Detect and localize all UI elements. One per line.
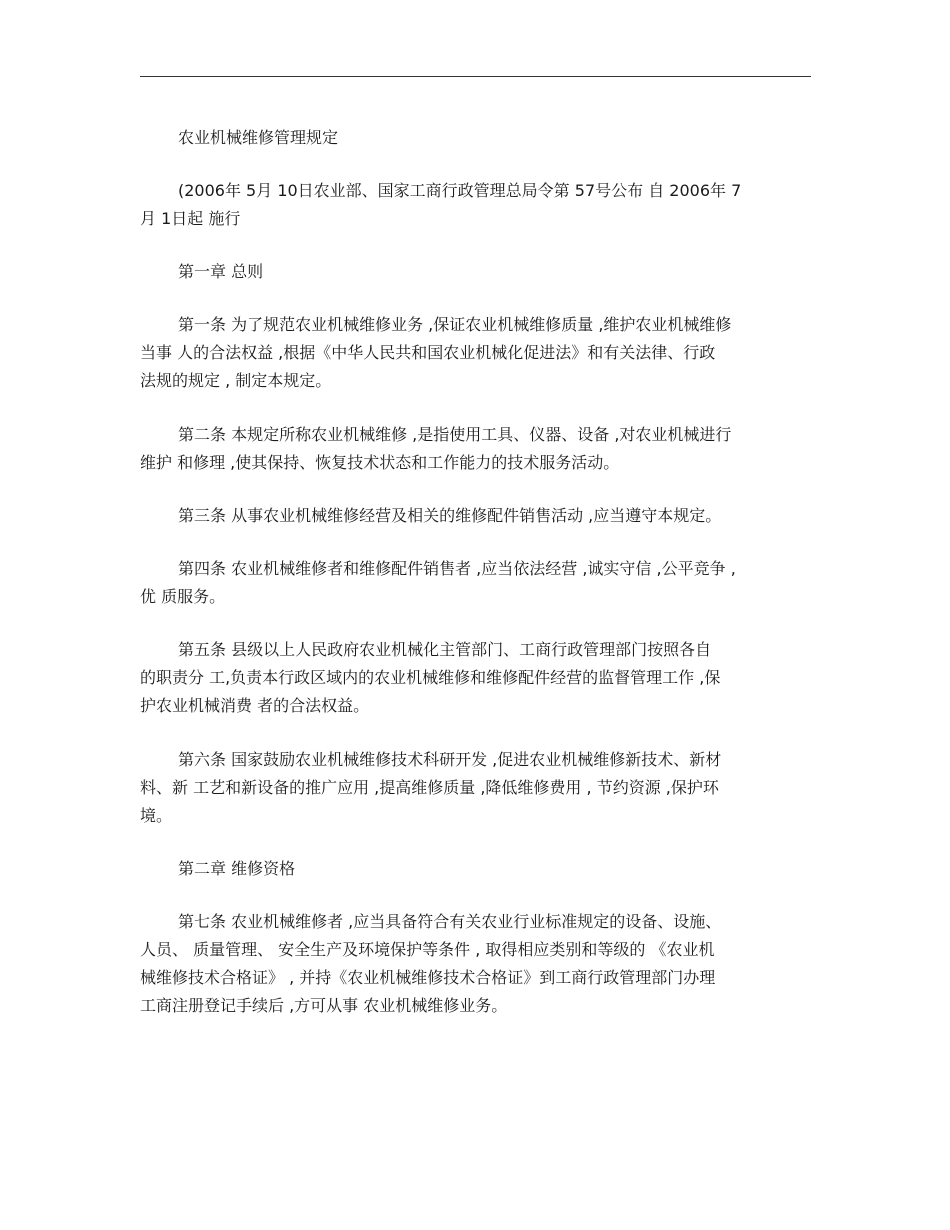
- text-line: 械维修技术合格证》 , 并持《农业机械维修技术合格证》到工商行政管理部门办理: [140, 968, 716, 987]
- text-line: 第四条 农业机械维修者和维修配件销售者 ,应当依法经营 ,诚实守信 ,公平竞争 ,: [178, 559, 736, 578]
- article-4: [140, 555, 811, 611]
- text-line: 第五条 县级以上人民政府农业机械化主管部门、工商行政管理部门按照各自: [178, 640, 712, 659]
- promulgation-note: [140, 177, 811, 233]
- document-title: [140, 124, 811, 152]
- text-line: 料、新 工艺和新设备的推广应用 ,提高维修质量 ,降低维修费用 , 节约资源 ,保护环: [140, 778, 719, 797]
- article-5: [140, 636, 811, 720]
- chapter-heading-2: [140, 855, 811, 883]
- text-line: 月 1日起 施行: [140, 209, 241, 228]
- text-line: 第七条 农业机械维修者 ,应当具备符合有关农业行业标准规定的设备、设施、: [178, 912, 722, 931]
- chapter-heading-1: [140, 258, 811, 286]
- text-line: 农业机械维修管理规定: [178, 128, 339, 147]
- text-line: 法规的规定 , 制定本规定。: [140, 371, 332, 390]
- header-rule: [140, 76, 811, 77]
- text-line: 第三条 从事农业机械维修经营及相关的维修配件销售活动 ,应当遵守本规定。: [178, 506, 722, 525]
- text-line: 护农业机械消费 者的合法权益。: [140, 696, 370, 715]
- text-line: 第一条 为了规范农业机械维修业务 ,保证农业机械维修质量 ,维护农业机械维修: [178, 315, 732, 334]
- text-line: 第二条 本规定所称农业机械维修 ,是指使用工具、仪器、设备 ,对农业机械进行: [178, 425, 732, 444]
- text-line: 境。: [140, 806, 173, 825]
- text-line: 优 质服务。: [140, 587, 226, 606]
- text-line: 工商注册登记手续后 ,方可从事 农业机械维修业务。: [140, 996, 508, 1015]
- article-2: [140, 421, 811, 477]
- document-body: [140, 120, 811, 1020]
- text-line: 第一章 总则: [178, 262, 264, 281]
- text-line: 第六条 国家鼓励农业机械维修技术科研开发 ,促进农业机械维修新技术、新材: [178, 750, 722, 769]
- text-line: 人员、 质量管理、 安全生产及环境保护等条件 , 取得相应类别和等级的 《农业机: [140, 940, 715, 959]
- article-6: [140, 746, 811, 830]
- text-line: 第二章 维修资格: [178, 859, 296, 878]
- text-line: (2006年 5月 10日农业部、国家工商行政管理总局令第 57号公布 自 2006年 7: [178, 181, 742, 200]
- article-3: [140, 502, 811, 530]
- text-line: 的职责分 工,负责本行政区域内的农业机械维修和维修配件经营的监督管理工作 ,保: [140, 668, 721, 687]
- text-line: 维护 和修理 ,使其保持、恢复技术状态和工作能力的技术服务活动。: [140, 453, 620, 472]
- text-line: 当事 人的合法权益 ,根据《中华人民共和国农业机械化促进法》和有关法律、行政: [140, 343, 716, 362]
- article-7: [140, 908, 811, 1020]
- article-1: [140, 311, 811, 395]
